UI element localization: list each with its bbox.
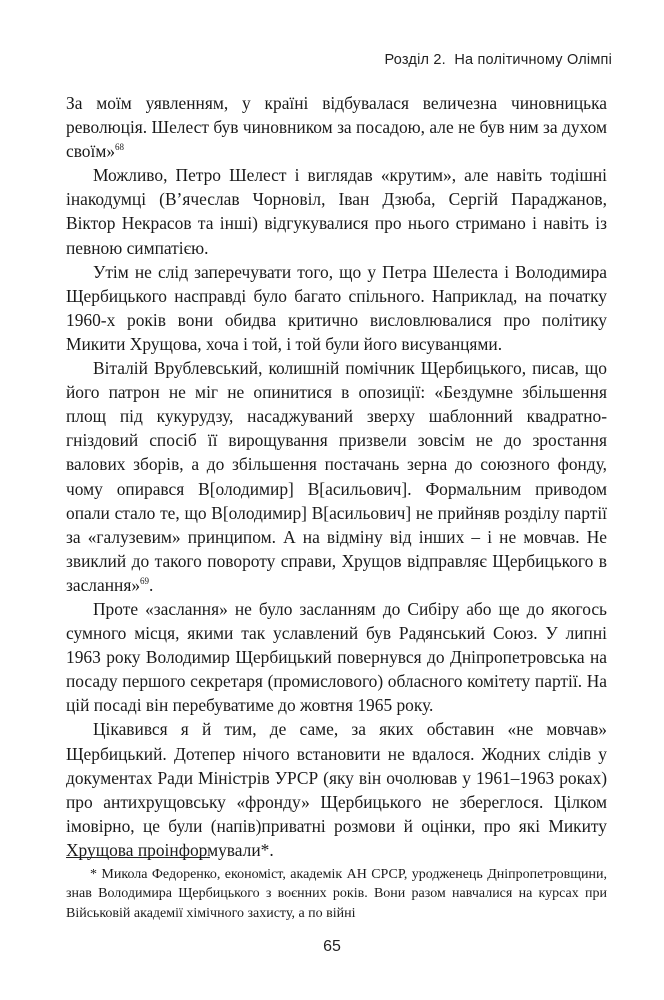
paragraph-4-tail: . [149, 574, 154, 595]
paragraph-5-text: Проте «заслання» не було засланням до Сибіру або ще до якогось сумного місця, якими так уславлений був Радянський Союз. У липні 1963 року Володимир Щербицький повернувся до Дніпропетровська на посаду першого секретаря (промислового) обласного комітету партії. На цій посаді він перебуватиме до жовтня 1965 року. [66, 598, 607, 716]
paragraph-3 [66, 260, 607, 356]
paragraph-2 [66, 163, 607, 259]
paragraph-2-text: Можливо, Петро Шелест і виглядав «крутим», але навіть тодішні інакодумці (В’ячеслав Чорновіл, Іван Дзюба, Сергій Параджанов, Віктор Некрасов та інші) відгукувалися про нього стримано і навіть із певною симпатією. [66, 165, 607, 258]
paragraph-6-text: Цікавився я й тим, де саме, за яких обставин «не мовчав» Щербицький. Дотепер нічого встановити не вдалося. Жодних слідів у документах Ради Міністрів УРСР (яку він очолював у 1961–1963 роках) про антихрущовську «фронду» Щербицького не збереглося. Цілком імовірно, це були (напів)приватні розмови й оцінки, про які Микиту Хрущова проінформували*. [66, 719, 607, 860]
paragraph-6 [66, 717, 607, 862]
paragraph-4 [66, 356, 607, 597]
paragraph-1 [66, 91, 607, 163]
main-text [66, 91, 607, 862]
footnote-divider [66, 857, 210, 858]
paragraph-1-text: За моїм уявленням, у країні відбувалася величезна чиновницька революція. Шелест був чиновником за посадою, але не був ним за духом своїм» [66, 93, 607, 162]
paragraph-5 [66, 597, 607, 717]
running-header: Розділ 2. На політичному Олімпі [384, 52, 612, 68]
endnote-ref-69: 69 [140, 576, 150, 587]
endnote-ref-68: 68 [115, 142, 125, 153]
footnote: * Микола Федоренко, економіст, академік АН СРСР, уродженець Дніпропетровщини, знав Володимира Щербицького з воєнних років. Вони разом навчалися на курсах при Військовій академії хімічного захисту, а по війні [66, 867, 607, 921]
paragraph-3-text: Утім не слід заперечувати того, що у Петра Шелеста і Володимира Щербицького насправді було багато спільного. Наприклад, на початку 1960-х років вони обидва критично висловлювалися про політику Микити Хрущова, хоча і той, і той були його висуванцями. [66, 261, 607, 354]
page-number: 65 [323, 938, 341, 955]
paragraph-4-text: Віталій Врублевський, колишній помічник Щербицького, писав, що його патрон не міг не опинитися в опозиції: «Бездумне збільшення площ під кукурудзу, насаджуваний зверху шаблонний квадратно-гніздовий спосіб її вирощування призвели зовсім не до зростання валових зборів, а до збільшення постачань зерна до союзного фонду, чому опирався В[олодимир] В[асильович]. Формальним приводом опали стало те, що В[олодимир] В[асильович] не прийняв розділу партії за «галузевим» принципом. А на відміну від інших – і не мовчав. Не звиклий до такого повороту справи, Хрущов відправляє Щербицького в заслання» [66, 358, 607, 595]
